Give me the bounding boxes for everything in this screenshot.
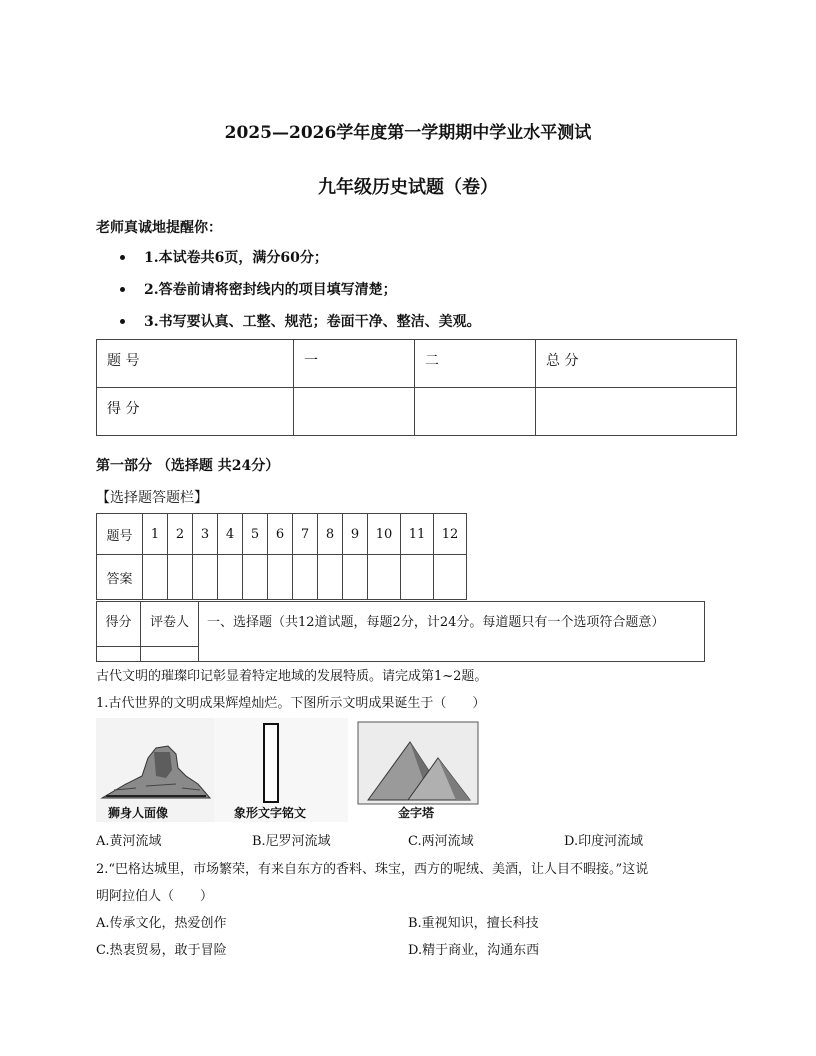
question-number: 4: [218, 514, 243, 555]
q2-option-b[interactable]: B.重视知识，擅长科技: [408, 916, 539, 931]
grade-table: [96, 601, 705, 662]
score-row-label: 得 分: [97, 388, 294, 436]
answer-row-label: 题号: [97, 514, 143, 555]
grade-score-label: 得分: [97, 602, 141, 647]
bullet-dot: [120, 287, 125, 292]
question-number: 9: [343, 514, 368, 555]
q1-option-d[interactable]: D.印度河流域: [564, 834, 644, 849]
sphinx-caption: 狮身人面像: [108, 806, 169, 820]
answer-cell[interactable]: [193, 555, 218, 600]
answer-cell[interactable]: [143, 555, 168, 600]
answer-cell[interactable]: [343, 555, 368, 600]
question-number: 11: [401, 514, 434, 555]
part1-title: 第一部分 （选择题 共24分）: [96, 458, 280, 474]
question-number: 12: [434, 514, 467, 555]
score-header-cell: 总 分: [536, 340, 737, 388]
answer-cell[interactable]: [268, 555, 293, 600]
question-number: 7: [293, 514, 318, 555]
question-number: 3: [193, 514, 218, 555]
score-table: [96, 339, 737, 436]
answer-cell[interactable]: [318, 555, 343, 600]
grade-grader-cell[interactable]: [141, 647, 199, 662]
q1-image-strip: [96, 718, 480, 822]
question-number: 5: [243, 514, 268, 555]
reminder-item: 3.书写要认真、工整、规范；卷面干净、整洁、美观。: [144, 314, 481, 330]
section-intro: 古代文明的璀璨印记彰显着特定地域的发展特质。请完成第1~2题。: [96, 669, 488, 684]
answer-cell[interactable]: [168, 555, 193, 600]
question-number: 8: [318, 514, 343, 555]
grade-section-text: 一、选择题（共12道试题，每题2分，计24分。每道题只有一个选项符合题意）: [199, 602, 705, 662]
answer-cell[interactable]: [401, 555, 434, 600]
pyramid-image: [358, 722, 478, 804]
bullet-dot: [120, 255, 125, 260]
grade-score-cell[interactable]: [97, 647, 141, 662]
q2-option-d[interactable]: D.精于商业，沟通东西: [408, 943, 540, 958]
score-cell-2[interactable]: [415, 388, 536, 436]
answer-cell[interactable]: [293, 555, 318, 600]
pyramid-caption: 金字塔: [398, 806, 435, 820]
answer-cell[interactable]: [243, 555, 268, 600]
answer-cell[interactable]: [218, 555, 243, 600]
hieroglyph-caption: 象形文字铭文: [234, 806, 307, 820]
q1-option-b[interactable]: B.尼罗河流域: [252, 834, 331, 849]
answer-row-label: 答案: [97, 555, 143, 600]
question-number: 1: [143, 514, 168, 555]
bullet-dot: [120, 319, 125, 324]
score-header-cell: 一: [294, 340, 415, 388]
q2-option-a[interactable]: A.传承文化，热爱创作: [96, 916, 227, 931]
score-cell-1[interactable]: [294, 388, 415, 436]
answer-table: [96, 513, 467, 600]
q2-stem-line1: 2.“巴格达城里，市场繁荣，有来自东方的香料、珠宝，西方的呢绒、美酒，让人目不暇接。”这说: [96, 862, 649, 877]
score-header-cell: 题 号: [97, 340, 294, 388]
question-number: 10: [368, 514, 401, 555]
answer-cell[interactable]: [434, 555, 467, 600]
q1-option-a[interactable]: A.黄河流域: [96, 834, 162, 849]
question-number: 6: [268, 514, 293, 555]
exam-title: 2025—2026学年度第一学期期中学业水平测试: [224, 123, 592, 143]
answer-bar-label: 【选择题答题栏】: [96, 490, 208, 506]
score-cell-total[interactable]: [536, 388, 737, 436]
reminder-item: 2.答卷前请将密封线内的项目填写清楚；: [144, 282, 397, 298]
reminder-item: 1.本试卷共6页，满分60分；: [144, 250, 328, 266]
q1-stem: 1.古代世界的文明成果辉煌灿烂。下图所示文明成果诞生于（ ）: [96, 696, 486, 711]
exam-subtitle: 九年级历史试题（卷）: [318, 177, 498, 198]
reminder-heading: 老师真诚地提醒你：: [96, 220, 222, 236]
score-header-cell: 二: [415, 340, 536, 388]
q2-option-c[interactable]: C.热衷贸易，敢于冒险: [96, 943, 227, 958]
grade-grader-label: 评卷人: [141, 602, 199, 647]
answer-cell[interactable]: [368, 555, 401, 600]
question-number: 2: [168, 514, 193, 555]
q2-stem-line2: 明阿拉伯人（ ）: [96, 889, 214, 904]
q1-option-c[interactable]: C.两河流域: [408, 834, 474, 849]
